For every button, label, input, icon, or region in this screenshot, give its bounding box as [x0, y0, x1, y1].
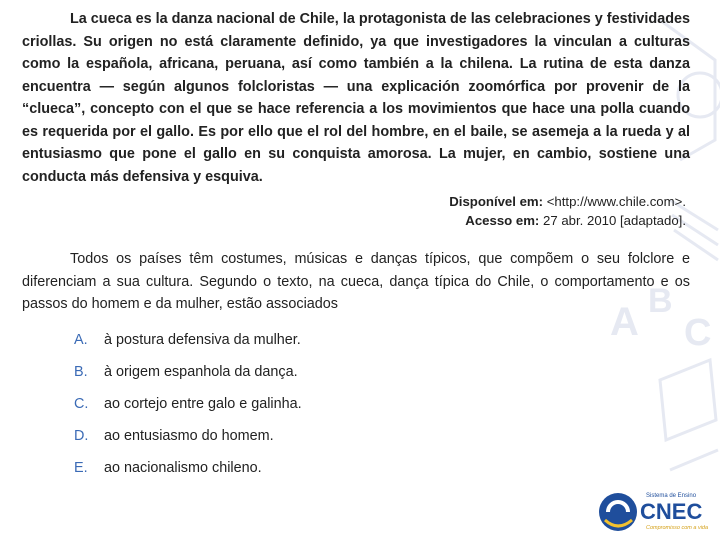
excerpt-text: La cueca es la danza nacional de Chile, la protagonista de las celebraciones y festividades criollas. Su origen no está claramente definido, ya que investigadores la vinculan a culturas como la española, africana, peruana, así como también a la chilena. La rutina de esta danza encuentra — según algunos folcloristas — una explicación zoomórfica por provenir de la “clueca”, concepto con el que se hace referencia a los movimientos que hace una polla cuando es requerida por el gallo. Es por ello que el rol del hombre, en el baile, se asemeja a la rueda y al entusiasmo que pone el gallo en su conquista amorosa. La mujer, en cambio, sostiene una conducta más defensiva y esquiva.	[22, 11, 690, 185]
logo-name: CNEC	[640, 499, 703, 524]
source-available-label: Disponível em:	[449, 194, 544, 209]
logo-tagline: Compromisso com a vida	[646, 525, 709, 531]
watermark-letter-b: B	[648, 282, 673, 320]
option-a[interactable]	[22, 332, 690, 364]
question-stem	[22, 248, 690, 316]
source-access-label: Acesso em:	[465, 213, 540, 228]
watermark-letter-a: A	[610, 300, 639, 344]
option-b[interactable]	[22, 364, 690, 396]
watermark-letter-c: C	[684, 312, 712, 354]
option-letter: D.	[74, 427, 89, 444]
source-citation	[22, 192, 686, 230]
option-letter: B.	[74, 363, 88, 380]
option-letter: E.	[74, 459, 88, 476]
question-text: Todos os países têm costumes, músicas e danças típicos, que compõem o seu folclore e diferenciam a sua cultura. Segundo o texto, na cueca, dança típica do Chile, o comportamento e os passos do homem e da mulher, estão associados	[22, 251, 690, 312]
option-text: à origem espanhola da dança.	[104, 363, 298, 380]
question-content	[22, 8, 690, 492]
answer-options	[22, 332, 690, 492]
logo-top-text: Sistema de Ensino	[646, 493, 697, 499]
option-c[interactable]	[22, 396, 690, 428]
option-letter: A.	[74, 331, 88, 348]
option-e[interactable]	[22, 460, 690, 492]
option-text: ao nacionalismo chileno.	[104, 459, 262, 476]
source-access-value: 27 abr. 2010 [adaptado].	[539, 213, 686, 228]
excerpt-paragraph	[22, 8, 690, 188]
option-text: ao cortejo entre galo e galinha.	[104, 395, 302, 412]
option-text: ao entusiasmo do homem.	[104, 427, 274, 444]
option-d[interactable]	[22, 428, 690, 460]
cnec-logo-graphic	[596, 486, 712, 536]
option-text: à postura defensiva da mulher.	[104, 331, 301, 348]
source-access-line	[22, 211, 686, 230]
source-available-line	[22, 192, 686, 211]
cnec-logo	[596, 486, 712, 536]
option-letter: C.	[74, 395, 89, 412]
source-available-value: <http://www.chile.com>.	[543, 194, 686, 209]
